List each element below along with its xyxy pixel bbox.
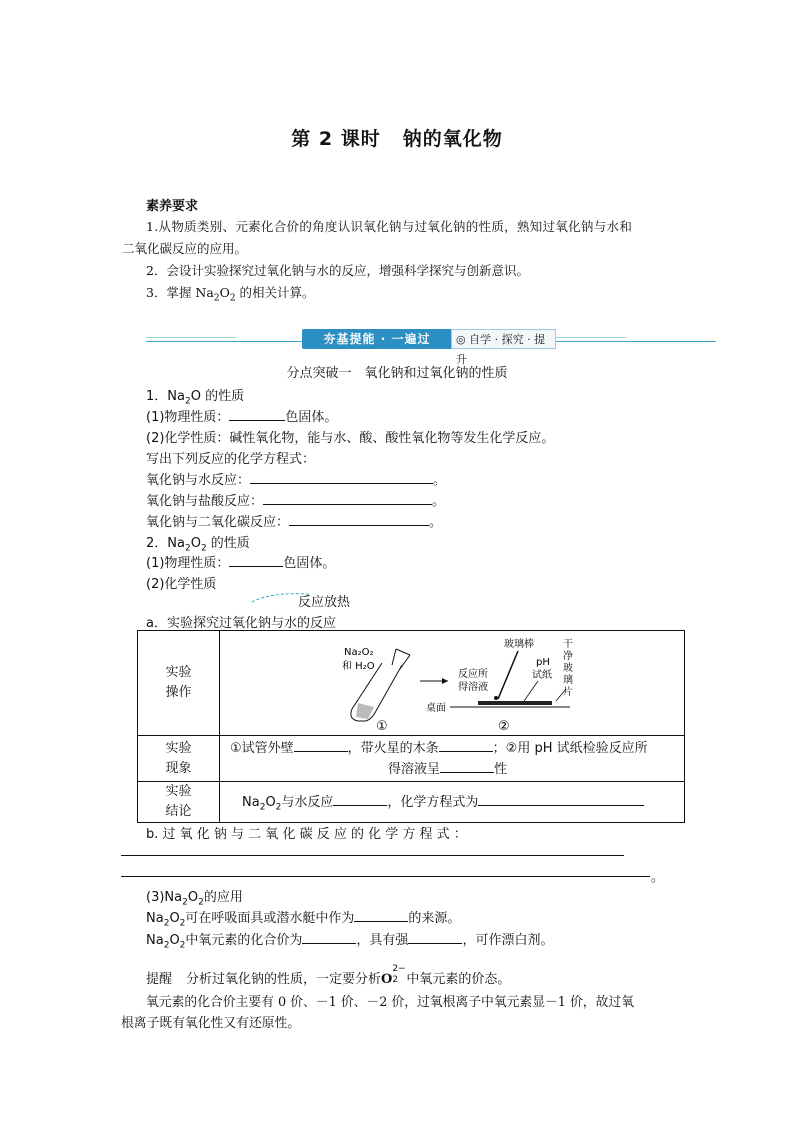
experiment-a-heading: a．实验探究过氧化钠与水的反应 xyxy=(146,616,336,631)
requirements-heading: 素养要求 xyxy=(146,199,199,214)
apps-line-1: $Na_2O_2$可在呼吸面具或潜水艇中作为 的来源。 xyxy=(146,911,461,929)
glass-rod xyxy=(498,651,518,699)
na2o-reaction-hcl: 氧化钠与盐酸反应： 。 xyxy=(146,494,446,509)
banner-line-right xyxy=(556,341,716,342)
dry-label-2: 玻 xyxy=(563,663,573,674)
banner-line-left xyxy=(146,341,302,342)
apps-heading: $(3)Na_2O_2$的应用 xyxy=(146,890,243,908)
answer-blank[interactable] xyxy=(263,492,432,505)
dry-label-3: 璃 xyxy=(563,675,573,686)
answer-blank[interactable] xyxy=(354,909,408,922)
banner-line-left-thin xyxy=(146,337,236,338)
solution-label-1: 反应所 xyxy=(458,669,488,680)
note-exothermic: 反应放热 xyxy=(298,595,351,610)
solution-label-2: 得溶液 xyxy=(458,682,488,693)
co2-reaction-text: b. 过 氧 化 钠 与 二 氧 化 碳 反 应 的 化 学 方 程 式 ： xyxy=(146,827,467,842)
circle-label-2: ② xyxy=(498,719,510,734)
title-topic: 钠的氧化物 xyxy=(402,128,503,150)
na2o-chemical: (2)化学性质：碱性氧化物，能与水、酸、酸性氧化物等发生化学反应。 xyxy=(146,431,555,446)
banner-title: 夯基提能 · 一遍过 xyxy=(302,329,452,349)
dry-label-4: 片 xyxy=(563,687,573,698)
dry-label-0: 干 xyxy=(563,639,573,650)
requirement-2: 2．会设计实验探究过氧化钠与水的反应，增强科学探究与创新意识。 xyxy=(146,263,529,278)
tip-line-1: 提醒 分析过氧化钠的性质，一定要分析O 2− 2 中氧元素的价态。 xyxy=(146,964,511,987)
rod-label: 玻璃棒 xyxy=(504,639,534,650)
reagent-label-1: Na₂O₂ xyxy=(344,647,374,658)
experiment-table xyxy=(137,630,685,823)
experiment-diagram xyxy=(220,631,684,735)
banner-line-right-thin xyxy=(556,337,626,338)
answer-blank[interactable] xyxy=(294,739,348,752)
conclusion-cell: $Na_2O_2$与水反应 ，化学方程式为 xyxy=(220,782,685,823)
page-title xyxy=(0,124,794,151)
requirement-1b: 二氧化碳反应的应用。 xyxy=(122,241,248,256)
table-row xyxy=(138,736,685,782)
dry-label-1: 净 xyxy=(563,651,573,662)
diagram-cell xyxy=(220,631,685,736)
na2o-physical: (1)物理性质： 色固体。 xyxy=(146,410,338,425)
na2o2-heading: 2．$Na_2O_2$ 的性质 xyxy=(146,536,250,554)
answer-blank[interactable] xyxy=(229,408,285,421)
na2o-heading: 1．$Na_2O$ 的性质 xyxy=(146,389,245,407)
answer-blank[interactable] xyxy=(333,793,387,806)
answer-blank[interactable] xyxy=(250,471,433,484)
dropper xyxy=(396,649,410,655)
na2o-write: 写出下列反应的化学方程式： xyxy=(146,452,316,467)
na2o2-physical: (1)物理性质： 色固体。 xyxy=(146,556,336,571)
answer-blank[interactable] xyxy=(289,513,429,526)
answer-blank[interactable] xyxy=(440,760,494,773)
label-phenomenon: 实验 现象 xyxy=(138,736,220,782)
answer-line-2[interactable] xyxy=(121,876,650,877)
circle-label-1: ① xyxy=(376,719,388,734)
tube-contents xyxy=(356,703,374,719)
table-row xyxy=(138,782,685,823)
phenomenon-cell: ①试管外壁 ，带火星的木条 ；②用 pH 试纸检验反应所 得溶液呈 性 xyxy=(220,736,685,782)
tip-line-3: 根离子既有氧化性又有还原性。 xyxy=(121,1016,301,1031)
na2o2-chemical: (2)化学性质 xyxy=(146,577,217,592)
answer-blank[interactable] xyxy=(439,739,493,752)
answer-blank[interactable] xyxy=(229,554,283,567)
section-heading: 分点突破一 氧化钠和过氧化钠的性质 xyxy=(286,366,508,381)
glass-slide xyxy=(478,701,552,705)
ph-label-2: 试纸 xyxy=(532,670,552,681)
tip-line-2: 氧元素的化合价主要有 0 价、－1 价、－2 价，过氧根离子中氧元素显－1 价，故过氧 xyxy=(146,995,634,1010)
label-conclusion: 实验 结论 xyxy=(138,782,220,823)
requirement-3: 3．掌握 $Na_2O_2$ 的相关计算。 xyxy=(146,285,315,304)
requirement-1a: 1.从物质类别、元素化合价的角度认识氧化钠与过氧化钠的性质，熟知过氧化钠与水和 xyxy=(146,219,633,234)
label-operation: 实验 操作 xyxy=(138,631,220,736)
answer-blank[interactable] xyxy=(408,931,462,944)
reagent-label-2: 和 H₂O xyxy=(342,661,375,672)
answer-blank[interactable] xyxy=(478,793,644,806)
na2o-reaction-water: 氧化钠与水反应： 。 xyxy=(146,473,447,488)
co2-end: 。 xyxy=(651,870,665,885)
answer-line-1[interactable] xyxy=(121,855,624,856)
answer-blank[interactable] xyxy=(302,931,356,944)
tip-label: 提醒 xyxy=(146,972,173,987)
apps-line-2: $Na_2O_2$中氧元素的化合价为 ，具有强 ，可作漂白剂。 xyxy=(146,933,554,951)
title-lesson: 第 2 课时 xyxy=(291,128,381,150)
na2o-reaction-co2: 氧化钠与二氧化碳反应： 。 xyxy=(146,515,443,530)
desk-label: 桌面 xyxy=(426,703,446,714)
table-row xyxy=(138,631,685,736)
ph-label-1: pH xyxy=(536,657,550,668)
banner-subtitle: ◎ 自学 · 探究 · 提升 xyxy=(451,329,556,349)
